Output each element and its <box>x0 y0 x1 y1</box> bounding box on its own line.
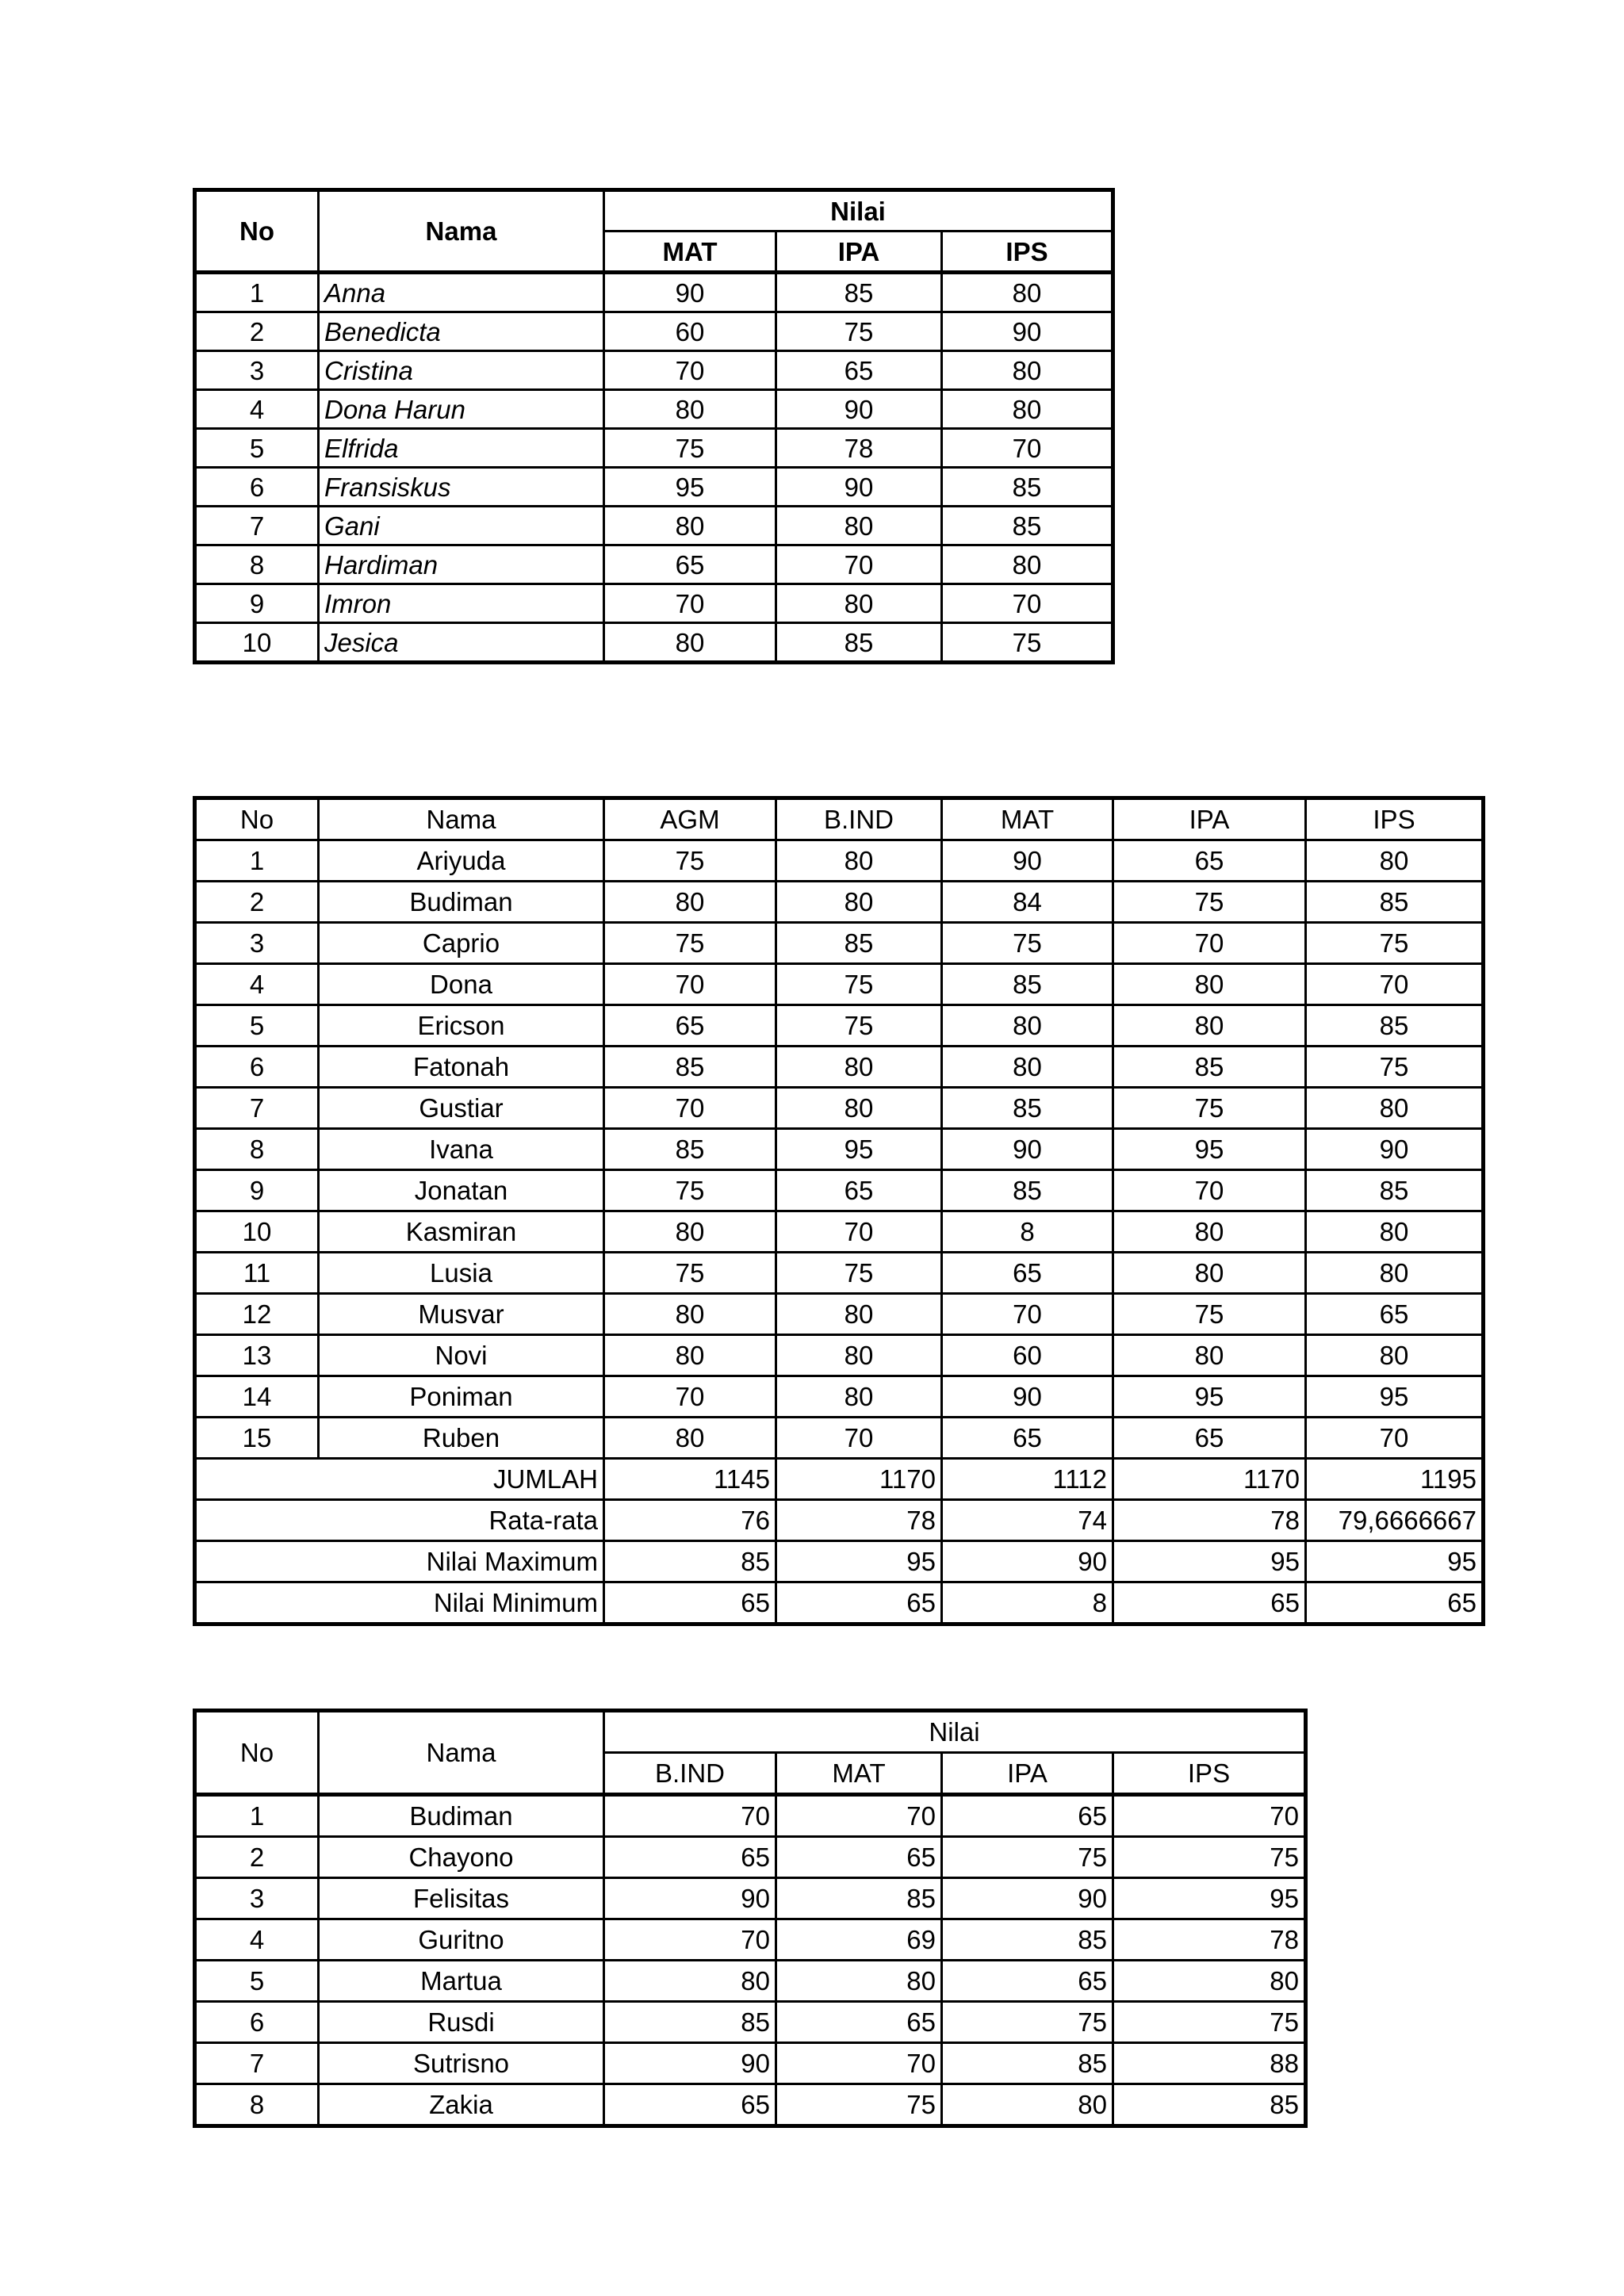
cell-mat: 85 <box>942 964 1113 1005</box>
cell-mat: 80 <box>604 623 776 663</box>
cell-mat: 80 <box>942 1047 1113 1088</box>
cell-bind: 70 <box>776 1211 942 1253</box>
cell-mat: 65 <box>604 545 776 584</box>
cell-ips: 65 <box>1306 1582 1484 1624</box>
cell-mat: 84 <box>942 882 1113 923</box>
cell-mat: 70 <box>776 2043 942 2084</box>
cell-no: 15 <box>195 1418 319 1459</box>
cell-mat: 70 <box>604 351 776 390</box>
cell-nama: Kasmiran <box>319 1211 604 1253</box>
cell-no: 1 <box>195 840 319 882</box>
cell-no: 1 <box>195 273 319 312</box>
table-row <box>195 273 1113 312</box>
cell-no: 8 <box>195 2084 319 2126</box>
cell-ips: 75 <box>1306 1047 1484 1088</box>
cell-bind: 80 <box>776 840 942 882</box>
cell-no: 4 <box>195 390 319 429</box>
cell-ips: 85 <box>942 507 1113 545</box>
table-row <box>195 468 1113 507</box>
cell-ips: 85 <box>942 468 1113 507</box>
cell-no: 5 <box>195 1005 319 1047</box>
cell-ipa: 80 <box>1113 1253 1306 1294</box>
cell-ips: 85 <box>1306 882 1484 923</box>
table2-summary <box>195 1459 1484 1624</box>
cell-ips: 75 <box>942 623 1113 663</box>
header-ipa: IPA <box>1113 798 1306 840</box>
table2-body <box>195 840 1484 1459</box>
cell-no: 14 <box>195 1376 319 1418</box>
header-ips: IPS <box>942 232 1113 273</box>
cell-bind: 90 <box>604 2043 776 2084</box>
cell-nama: Budiman <box>319 882 604 923</box>
cell-bind: 90 <box>604 1878 776 1919</box>
header-nilai: Nilai <box>604 190 1113 232</box>
cell-no: 12 <box>195 1294 319 1335</box>
cell-nama: Fatonah <box>319 1047 604 1088</box>
cell-nama: Anna <box>319 273 604 312</box>
cell-bind: 80 <box>776 882 942 923</box>
cell-mat: 65 <box>942 1418 1113 1459</box>
table1-header <box>195 190 1113 273</box>
table-row <box>195 1335 1484 1376</box>
cell-no: 3 <box>195 351 319 390</box>
table-row <box>195 1795 1306 1837</box>
cell-bind: 70 <box>776 1418 942 1459</box>
cell-bind: 65 <box>776 1582 942 1624</box>
header-agm: AGM <box>604 798 776 840</box>
table-row <box>195 1129 1484 1170</box>
cell-no: 10 <box>195 623 319 663</box>
cell-bind: 70 <box>604 1919 776 1961</box>
cell-ipa: 80 <box>776 584 942 623</box>
cell-agm: 70 <box>604 1376 776 1418</box>
cell-mat: 80 <box>942 1005 1113 1047</box>
cell-agm: 1145 <box>604 1459 776 1500</box>
cell-no: 4 <box>195 964 319 1005</box>
cell-ips: 70 <box>1306 1418 1484 1459</box>
cell-agm: 65 <box>604 1582 776 1624</box>
cell-bind: 75 <box>776 1005 942 1047</box>
cell-nama: Benedicta <box>319 312 604 351</box>
cell-bind: 85 <box>776 923 942 964</box>
table-row <box>195 1005 1484 1047</box>
cell-nama: Elfrida <box>319 429 604 468</box>
cell-agm: 80 <box>604 1211 776 1253</box>
cell-bind: 78 <box>776 1500 942 1541</box>
header-mat: MAT <box>776 1753 942 1795</box>
cell-agm: 80 <box>604 1294 776 1335</box>
cell-nama: Ivana <box>319 1129 604 1170</box>
table-row <box>195 545 1113 584</box>
cell-mat: 95 <box>604 468 776 507</box>
cell-no: 6 <box>195 468 319 507</box>
cell-agm: 75 <box>604 1253 776 1294</box>
table3-header <box>195 1711 1306 1795</box>
cell-ips: 80 <box>942 545 1113 584</box>
cell-mat: 75 <box>942 923 1113 964</box>
cell-agm: 80 <box>604 882 776 923</box>
table-row <box>195 623 1113 663</box>
cell-mat: 65 <box>776 1837 942 1878</box>
cell-ips: 90 <box>942 312 1113 351</box>
header-nama: Nama <box>319 1711 604 1795</box>
cell-nama: Musvar <box>319 1294 604 1335</box>
header-nama: Nama <box>319 190 604 273</box>
cell-no: 2 <box>195 312 319 351</box>
header-ips: IPS <box>1306 798 1484 840</box>
cell-ips: 80 <box>1306 840 1484 882</box>
cell-ipa: 75 <box>1113 1294 1306 1335</box>
cell-ips: 85 <box>1306 1005 1484 1047</box>
cell-ipa: 1170 <box>1113 1459 1306 1500</box>
cell-ipa: 70 <box>1113 923 1306 964</box>
cell-nama: Gustiar <box>319 1088 604 1129</box>
cell-bind: 85 <box>604 2002 776 2043</box>
cell-mat: 8 <box>942 1582 1113 1624</box>
table-row <box>195 923 1484 964</box>
cell-nama: Imron <box>319 584 604 623</box>
grades-table-2 <box>193 796 1485 1626</box>
cell-bind: 95 <box>776 1541 942 1582</box>
cell-ips: 85 <box>1113 2084 1306 2126</box>
cell-ipa: 65 <box>1113 1582 1306 1624</box>
cell-ipa: 85 <box>942 1919 1113 1961</box>
table-row <box>195 584 1113 623</box>
cell-ipa: 75 <box>942 2002 1113 2043</box>
cell-ipa: 80 <box>1113 1005 1306 1047</box>
table-row <box>195 312 1113 351</box>
cell-bind: 80 <box>604 1961 776 2002</box>
cell-no: 10 <box>195 1211 319 1253</box>
cell-ipa: 80 <box>942 2084 1113 2126</box>
table-row <box>195 1837 1306 1878</box>
cell-mat: 75 <box>776 2084 942 2126</box>
cell-nama: Dona Harun <box>319 390 604 429</box>
table-row <box>195 429 1113 468</box>
cell-no: 5 <box>195 429 319 468</box>
cell-nama: Budiman <box>319 1795 604 1837</box>
cell-ipa: 95 <box>1113 1541 1306 1582</box>
cell-bind: 75 <box>776 1253 942 1294</box>
cell-nama: Ariyuda <box>319 840 604 882</box>
cell-mat: 90 <box>942 1541 1113 1582</box>
cell-nama: Cristina <box>319 351 604 390</box>
cell-no: 7 <box>195 507 319 545</box>
cell-mat: 70 <box>776 1795 942 1837</box>
cell-no: 3 <box>195 923 319 964</box>
summary-label: Nilai Maximum <box>195 1541 604 1582</box>
cell-no: 6 <box>195 2002 319 2043</box>
cell-agm: 70 <box>604 1088 776 1129</box>
cell-nama: Sutrisno <box>319 2043 604 2084</box>
cell-nama: Zakia <box>319 2084 604 2126</box>
cell-mat: 80 <box>604 507 776 545</box>
cell-no: 13 <box>195 1335 319 1376</box>
cell-agm: 85 <box>604 1047 776 1088</box>
cell-ips: 70 <box>942 429 1113 468</box>
cell-bind: 80 <box>776 1335 942 1376</box>
summary-row <box>195 1541 1484 1582</box>
cell-no: 8 <box>195 1129 319 1170</box>
cell-bind: 80 <box>776 1294 942 1335</box>
table-row <box>195 1211 1484 1253</box>
header-no: No <box>195 190 319 273</box>
table-row <box>195 351 1113 390</box>
cell-bind: 80 <box>776 1047 942 1088</box>
cell-nama: Gani <box>319 507 604 545</box>
cell-bind: 1170 <box>776 1459 942 1500</box>
cell-agm: 80 <box>604 1335 776 1376</box>
table3-body <box>195 1795 1306 2126</box>
cell-no: 2 <box>195 1837 319 1878</box>
cell-ips: 80 <box>1306 1335 1484 1376</box>
cell-ipa: 90 <box>942 1878 1113 1919</box>
cell-agm: 85 <box>604 1541 776 1582</box>
cell-no: 3 <box>195 1878 319 1919</box>
cell-bind: 80 <box>776 1088 942 1129</box>
cell-no: 5 <box>195 1961 319 2002</box>
cell-ips: 80 <box>1113 1961 1306 2002</box>
cell-nama: Novi <box>319 1335 604 1376</box>
cell-ipa: 95 <box>1113 1129 1306 1170</box>
cell-ips: 65 <box>1306 1294 1484 1335</box>
cell-agm: 80 <box>604 1418 776 1459</box>
cell-ipa: 65 <box>1113 840 1306 882</box>
cell-ips: 75 <box>1113 2002 1306 2043</box>
cell-ipa: 90 <box>776 390 942 429</box>
cell-ipa: 80 <box>1113 964 1306 1005</box>
cell-nama: Ruben <box>319 1418 604 1459</box>
cell-ipa: 75 <box>776 312 942 351</box>
cell-mat: 70 <box>942 1294 1113 1335</box>
cell-nama: Hardiman <box>319 545 604 584</box>
cell-ipa: 78 <box>776 429 942 468</box>
cell-ips: 80 <box>1306 1253 1484 1294</box>
summary-label: Rata-rata <box>195 1500 604 1541</box>
cell-mat: 70 <box>604 584 776 623</box>
cell-nama: Fransiskus <box>319 468 604 507</box>
cell-bind: 70 <box>604 1795 776 1837</box>
cell-no: 4 <box>195 1919 319 1961</box>
table1-body <box>195 273 1113 663</box>
table-row <box>195 964 1484 1005</box>
cell-ips: 80 <box>942 273 1113 312</box>
cell-ipa: 65 <box>1113 1418 1306 1459</box>
header-ips: IPS <box>1113 1753 1306 1795</box>
table-row <box>195 1376 1484 1418</box>
cell-mat: 8 <box>942 1211 1113 1253</box>
table-row <box>195 1170 1484 1211</box>
cell-mat: 74 <box>942 1500 1113 1541</box>
cell-nama: Felisitas <box>319 1878 604 1919</box>
cell-ips: 88 <box>1113 2043 1306 2084</box>
header-mat: MAT <box>604 232 776 273</box>
cell-agm: 70 <box>604 964 776 1005</box>
cell-ipa: 80 <box>1113 1335 1306 1376</box>
cell-ips: 95 <box>1113 1878 1306 1919</box>
cell-ips: 80 <box>942 390 1113 429</box>
cell-ipa: 70 <box>1113 1170 1306 1211</box>
cell-mat: 1112 <box>942 1459 1113 1500</box>
cell-mat: 90 <box>942 1376 1113 1418</box>
table-row <box>195 1418 1484 1459</box>
cell-no: 7 <box>195 2043 319 2084</box>
cell-no: 1 <box>195 1795 319 1837</box>
cell-agm: 65 <box>604 1005 776 1047</box>
cell-ips: 75 <box>1113 1837 1306 1878</box>
table-row <box>195 2084 1306 2126</box>
cell-ips: 90 <box>1306 1129 1484 1170</box>
table-row <box>195 507 1113 545</box>
cell-mat: 60 <box>604 312 776 351</box>
cell-no: 11 <box>195 1253 319 1294</box>
cell-mat: 69 <box>776 1919 942 1961</box>
cell-mat: 90 <box>942 840 1113 882</box>
header-bind: B.IND <box>776 798 942 840</box>
header-nilai: Nilai <box>604 1711 1306 1753</box>
cell-agm: 76 <box>604 1500 776 1541</box>
cell-ipa: 85 <box>1113 1047 1306 1088</box>
cell-ipa: 80 <box>776 507 942 545</box>
cell-nama: Chayono <box>319 1837 604 1878</box>
summary-label: Nilai Minimum <box>195 1582 604 1624</box>
cell-mat: 85 <box>942 1088 1113 1129</box>
cell-ips: 78 <box>1113 1919 1306 1961</box>
cell-mat: 60 <box>942 1335 1113 1376</box>
cell-no: 9 <box>195 584 319 623</box>
cell-ipa: 95 <box>1113 1376 1306 1418</box>
cell-no: 8 <box>195 545 319 584</box>
cell-nama: Dona <box>319 964 604 1005</box>
cell-mat: 65 <box>942 1253 1113 1294</box>
header-ipa: IPA <box>942 1753 1113 1795</box>
table-row <box>195 1878 1306 1919</box>
table2-header <box>195 798 1484 840</box>
cell-ipa: 85 <box>776 273 942 312</box>
cell-ipa: 78 <box>1113 1500 1306 1541</box>
header-no: No <box>195 798 319 840</box>
header-no: No <box>195 1711 319 1795</box>
summary-row <box>195 1459 1484 1500</box>
cell-ips: 85 <box>1306 1170 1484 1211</box>
cell-agm: 75 <box>604 840 776 882</box>
cell-mat: 65 <box>776 2002 942 2043</box>
summary-label: JUMLAH <box>195 1459 604 1500</box>
header-ipa: IPA <box>776 232 942 273</box>
table-row <box>195 840 1484 882</box>
cell-no: 2 <box>195 882 319 923</box>
cell-no: 6 <box>195 1047 319 1088</box>
table-row <box>195 2002 1306 2043</box>
cell-mat: 80 <box>776 1961 942 2002</box>
header-mat: MAT <box>942 798 1113 840</box>
summary-row <box>195 1582 1484 1624</box>
cell-ipa: 70 <box>776 545 942 584</box>
cell-ipa: 65 <box>776 351 942 390</box>
cell-nama: Poniman <box>319 1376 604 1418</box>
table-row <box>195 2043 1306 2084</box>
table-row <box>195 1294 1484 1335</box>
cell-ips: 79,6666667 <box>1306 1500 1484 1541</box>
cell-ips: 75 <box>1306 923 1484 964</box>
cell-ips: 1195 <box>1306 1459 1484 1500</box>
cell-ipa: 85 <box>942 2043 1113 2084</box>
cell-bind: 65 <box>604 2084 776 2126</box>
cell-ipa: 65 <box>942 1961 1113 2002</box>
cell-mat: 90 <box>604 273 776 312</box>
cell-ipa: 65 <box>942 1795 1113 1837</box>
cell-ips: 80 <box>1306 1211 1484 1253</box>
cell-ipa: 85 <box>776 623 942 663</box>
grades-table-1 <box>193 188 1115 664</box>
cell-ipa: 75 <box>1113 1088 1306 1129</box>
cell-agm: 85 <box>604 1129 776 1170</box>
cell-nama: Jonatan <box>319 1170 604 1211</box>
cell-ipa: 80 <box>1113 1211 1306 1253</box>
grades-table-3 <box>193 1709 1308 2128</box>
cell-ipa: 75 <box>942 1837 1113 1878</box>
cell-mat: 85 <box>942 1170 1113 1211</box>
cell-bind: 75 <box>776 964 942 1005</box>
cell-ipa: 90 <box>776 468 942 507</box>
table-row <box>195 390 1113 429</box>
cell-ipa: 75 <box>1113 882 1306 923</box>
cell-agm: 75 <box>604 1170 776 1211</box>
table-row <box>195 1253 1484 1294</box>
cell-bind: 65 <box>604 1837 776 1878</box>
summary-row <box>195 1500 1484 1541</box>
cell-bind: 95 <box>776 1129 942 1170</box>
cell-mat: 75 <box>604 429 776 468</box>
cell-nama: Caprio <box>319 923 604 964</box>
cell-nama: Jesica <box>319 623 604 663</box>
table-row <box>195 1047 1484 1088</box>
cell-nama: Ericson <box>319 1005 604 1047</box>
cell-mat: 80 <box>604 390 776 429</box>
cell-nama: Lusia <box>319 1253 604 1294</box>
cell-ips: 70 <box>1113 1795 1306 1837</box>
cell-nama: Martua <box>319 1961 604 2002</box>
cell-mat: 90 <box>942 1129 1113 1170</box>
table-row <box>195 1919 1306 1961</box>
cell-ips: 95 <box>1306 1541 1484 1582</box>
header-bind: B.IND <box>604 1753 776 1795</box>
cell-no: 9 <box>195 1170 319 1211</box>
table-row <box>195 882 1484 923</box>
table-row <box>195 1961 1306 2002</box>
cell-bind: 65 <box>776 1170 942 1211</box>
cell-ips: 70 <box>1306 964 1484 1005</box>
cell-no: 7 <box>195 1088 319 1129</box>
cell-bind: 80 <box>776 1376 942 1418</box>
table-row <box>195 1088 1484 1129</box>
cell-ips: 95 <box>1306 1376 1484 1418</box>
cell-nama: Rusdi <box>319 2002 604 2043</box>
cell-mat: 85 <box>776 1878 942 1919</box>
cell-agm: 75 <box>604 923 776 964</box>
cell-ips: 70 <box>942 584 1113 623</box>
cell-ips: 80 <box>1306 1088 1484 1129</box>
cell-ips: 80 <box>942 351 1113 390</box>
header-nama: Nama <box>319 798 604 840</box>
cell-nama: Guritno <box>319 1919 604 1961</box>
